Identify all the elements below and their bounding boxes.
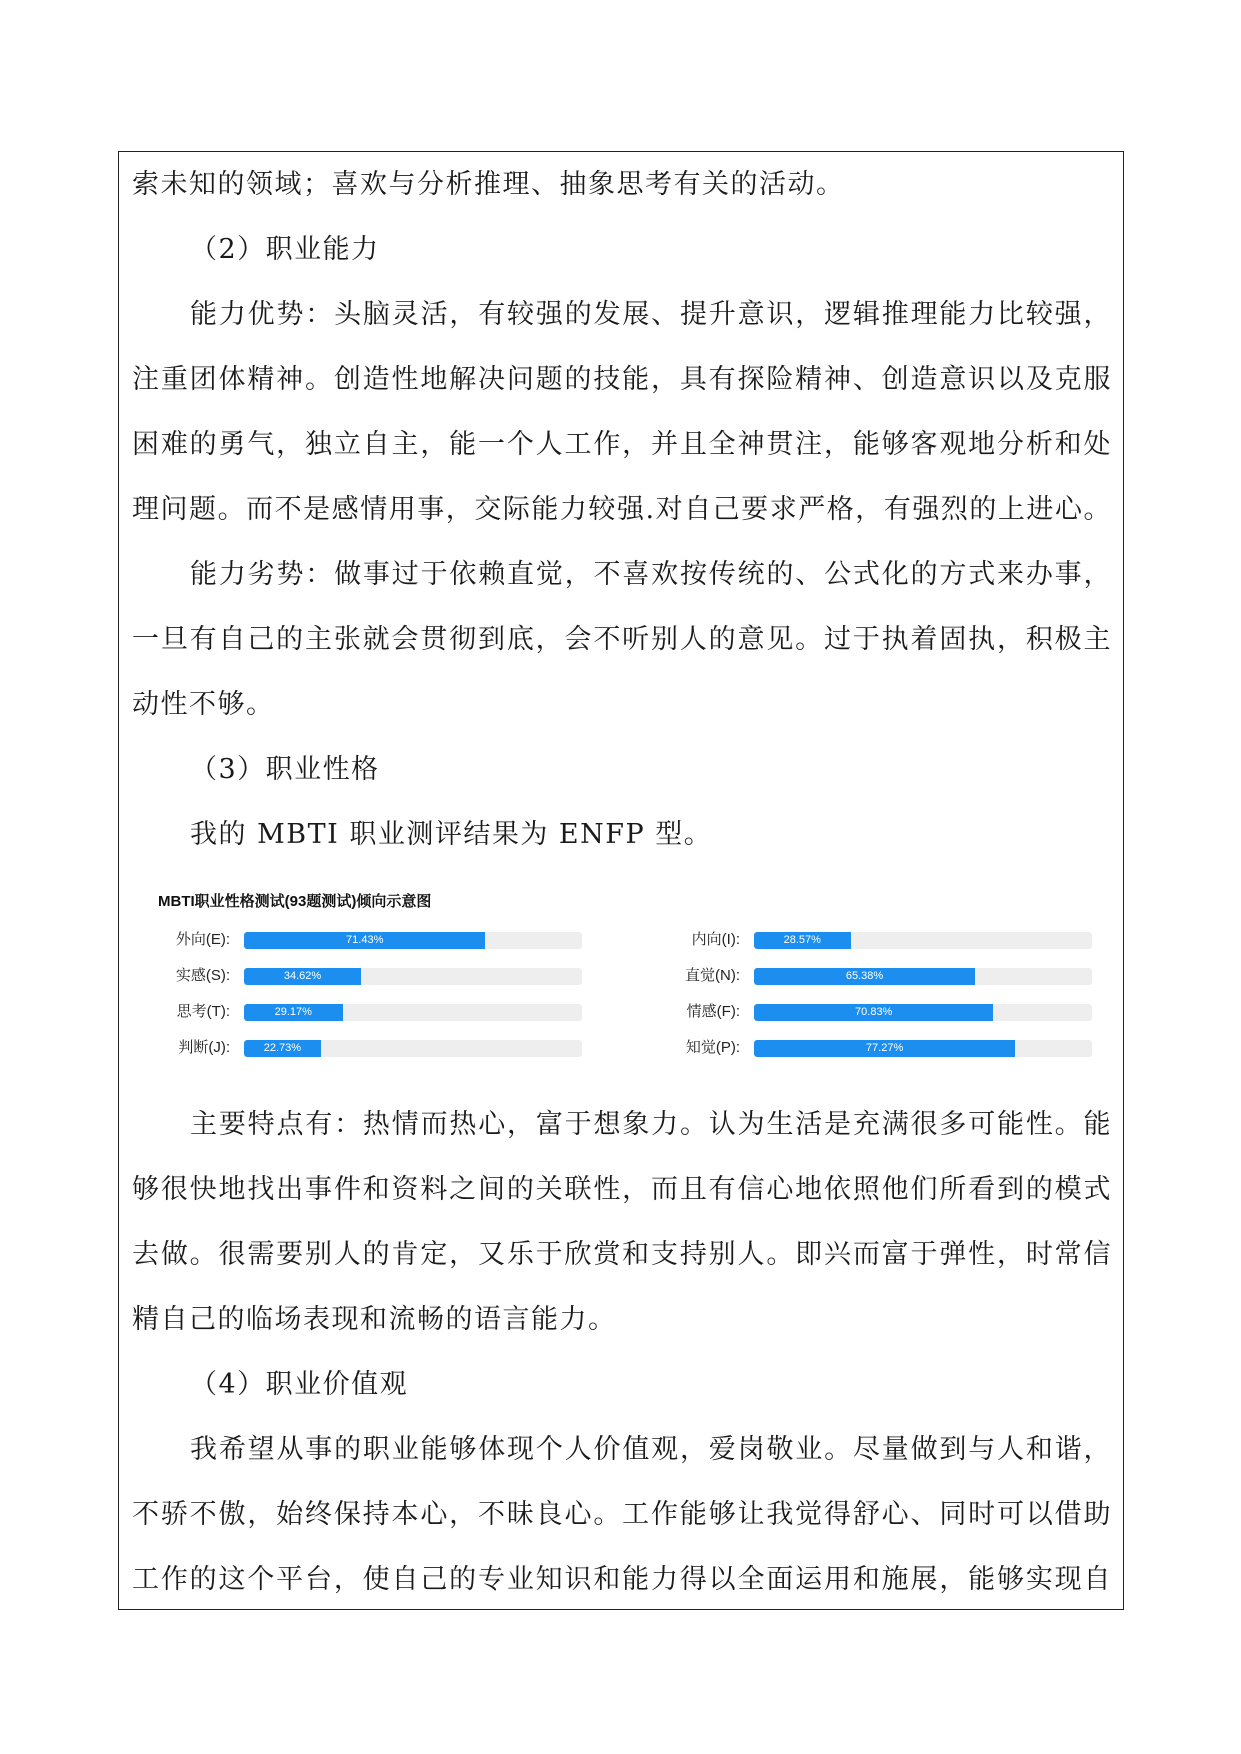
bar-fill xyxy=(754,1004,993,1021)
chart-row xyxy=(660,930,1092,950)
text-line: 我的 MBTI 职业测评结果为 ENFP 型。 xyxy=(190,819,713,850)
bar-label: 外向(E): xyxy=(175,931,230,948)
section-heading: （4）职业价值观 xyxy=(190,1369,409,1400)
bar-fill xyxy=(754,1040,1015,1057)
chart-row xyxy=(150,930,582,950)
bar-label: 判断(J): xyxy=(178,1039,230,1056)
bar-value-label: 77.27% xyxy=(865,1042,904,1054)
chart-row xyxy=(150,966,582,986)
text-line: 困难的勇气，独立自主，能一个人工作，并且全神贯注，能够客观地分析和处 xyxy=(132,429,1112,460)
text-line: 能力优势：头脑灵活，有较强的发展、提升意识，逻辑推理能力比较强， xyxy=(190,299,1112,330)
bar-fill xyxy=(244,968,361,985)
bar-fill xyxy=(244,1004,343,1021)
mbti-chart xyxy=(150,886,1110,1066)
chart-row xyxy=(150,1002,582,1022)
bar-value-label: 65.38% xyxy=(845,970,884,982)
bar-value-label: 34.62% xyxy=(283,970,322,982)
bar-label: 内向(I): xyxy=(691,931,740,948)
bar-value-label: 71.43% xyxy=(346,934,384,946)
text-line: 去做。很需要别人的肯定，又乐于欣赏和支持别人。即兴而富于弹性，时常信 xyxy=(132,1239,1112,1270)
bar-label: 思考(T): xyxy=(176,1003,230,1020)
bar-value-label: 70.83% xyxy=(855,1006,893,1018)
text-line: 工作的这个平台，使自己的专业知识和能力得以全面运用和施展，能够实现自 xyxy=(132,1564,1112,1595)
bar-value-label: 22.73% xyxy=(263,1042,302,1054)
bar-fill xyxy=(754,932,851,949)
section-heading: （2）职业能力 xyxy=(190,234,380,265)
bar-track xyxy=(244,1040,582,1057)
bar-label: 情感(F): xyxy=(686,1003,740,1020)
bar-track xyxy=(244,968,582,985)
text-line: 不骄不傲，始终保持本心，不昧良心。工作能够让我觉得舒心、同时可以借助 xyxy=(132,1499,1112,1530)
bar-track xyxy=(244,1004,582,1021)
bar-track xyxy=(754,1040,1092,1057)
bar-label: 直觉(N): xyxy=(685,967,740,984)
bar-fill xyxy=(754,968,975,985)
bar-label: 实感(S): xyxy=(175,967,230,984)
chart-row xyxy=(660,1038,1092,1058)
chart-row xyxy=(150,1038,582,1058)
bar-track xyxy=(754,932,1092,949)
bar-track xyxy=(754,1004,1092,1021)
text-line: 精自己的临场表现和流畅的语言能力。 xyxy=(132,1304,617,1335)
bar-track xyxy=(754,968,1092,985)
bar-value-label: 28.57% xyxy=(783,934,821,946)
chart-title: MBTI职业性格测试(93题测试)倾向示意图 xyxy=(158,893,432,910)
text-line: 动性不够。 xyxy=(132,689,275,720)
text-line: 一旦有自己的主张就会贯彻到底，会不听别人的意见。过于执着固执，积极主 xyxy=(132,624,1112,655)
bar-fill xyxy=(244,932,485,949)
chart-row xyxy=(660,966,1092,986)
bar-label: 知觉(P): xyxy=(685,1039,740,1056)
bar-track xyxy=(244,932,582,949)
bar-fill xyxy=(244,1040,321,1057)
bar-value-label: 29.17% xyxy=(274,1006,312,1018)
text-line: 索未知的领域；喜欢与分析推理、抽象思考有关的活动。 xyxy=(132,169,845,200)
section-heading: （3）职业性格 xyxy=(190,754,380,785)
chart-row xyxy=(660,1002,1092,1022)
text-line: 能力劣势：做事过于依赖直觉，不喜欢按传统的、公式化的方式来办事， xyxy=(190,559,1112,590)
text-line: 理问题。而不是感情用事，交际能力较强.对自己要求严格，有强烈的上进心。 xyxy=(132,494,1112,525)
text-line: 我希望从事的职业能够体现个人价值观，爱岗敬业。尽量做到与人和谐， xyxy=(190,1434,1112,1465)
text-line: 注重团体精神。创造性地解决问题的技能，具有探险精神、创造意识以及克服 xyxy=(132,364,1112,395)
text-line: 主要特点有：热情而热心，富于想象力。认为生活是充满很多可能性。能 xyxy=(190,1109,1112,1140)
text-line: 够很快地找出事件和资料之间的关联性，而且有信心地依照他们所看到的模式 xyxy=(132,1174,1112,1205)
